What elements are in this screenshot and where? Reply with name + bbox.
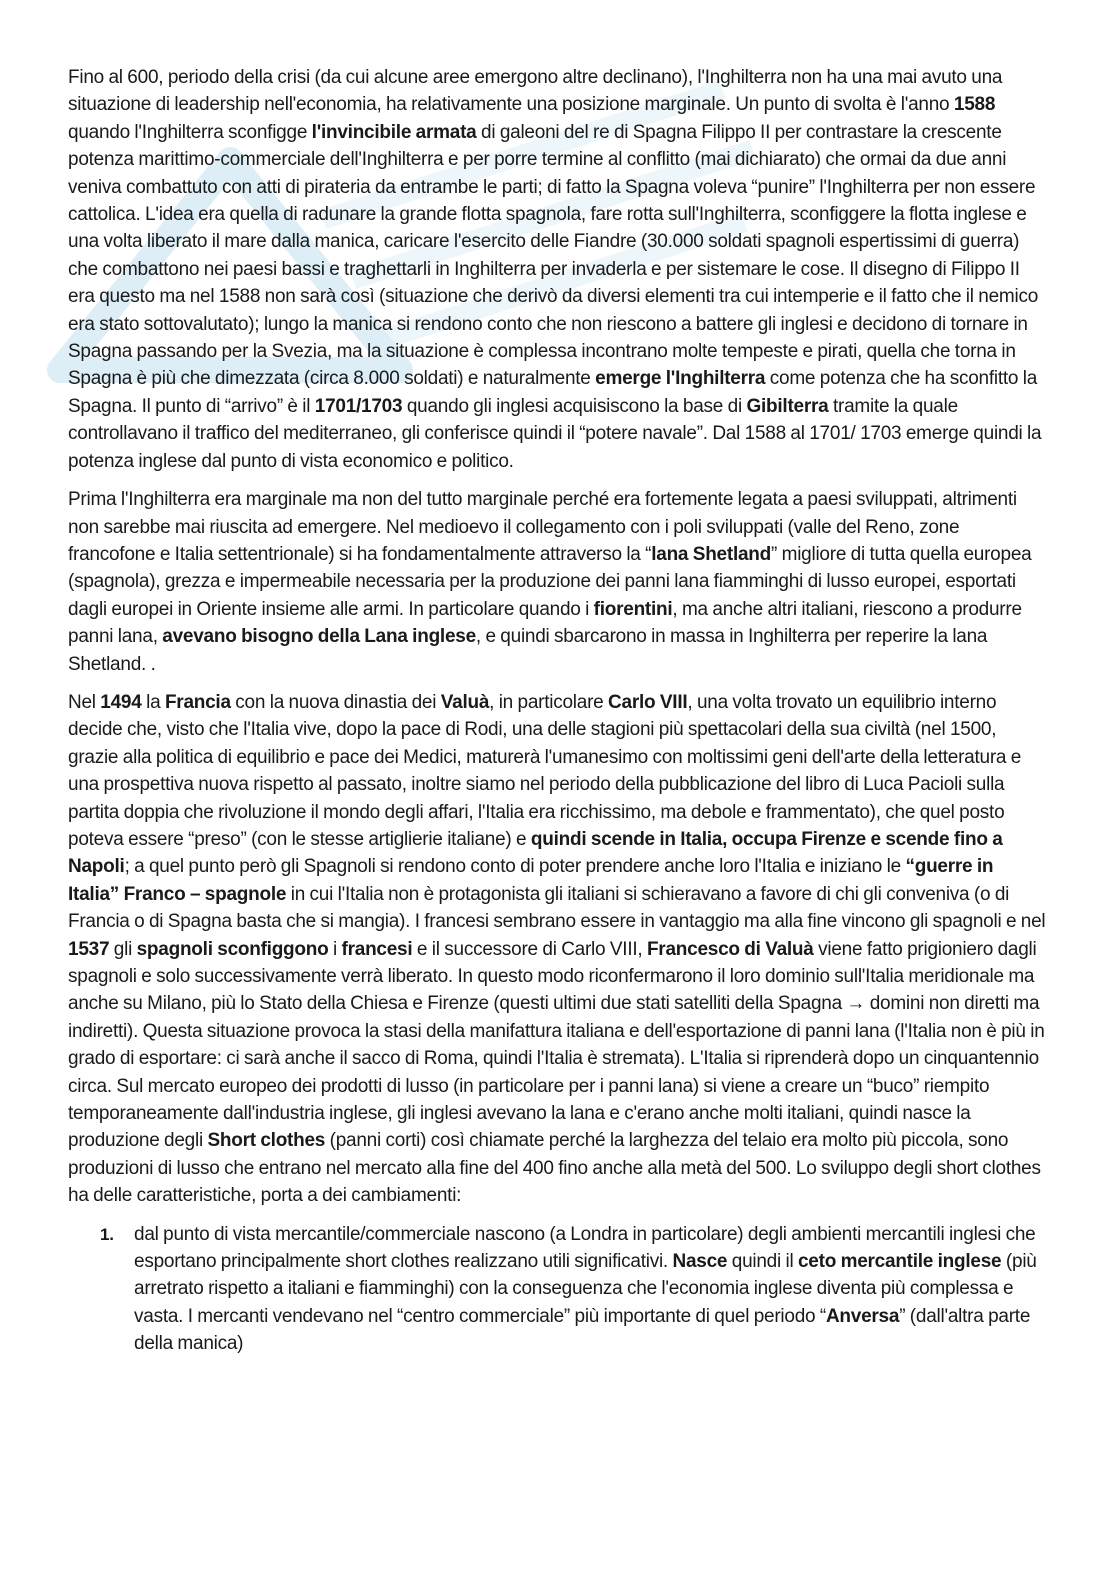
paragraph-italian-wars bbox=[68, 689, 1046, 1210]
text-run: e il successore di Carlo VIII, bbox=[412, 938, 647, 960]
text-run: (panni corti) così chiamate perché la larghezza del telaio era molto più piccola, sono produzioni di lusso che entrano nel mercato alla fine del 400 fino anche alla metà del 500. Lo sviluppo degli short clothes ha delle caratteristiche, porta a dei cambiamenti: bbox=[68, 1130, 1041, 1207]
text-run: (più arretrato rispetto a italiani e fiamminghi) con la conseguenza che l'economia inglese diventa più complessa e vasta. I mercanti vendevano nel “centro commerciale” più importante di quel periodo “ bbox=[134, 1251, 1037, 1327]
document-body bbox=[68, 64, 1046, 1358]
text-run: , ma anche altri italiani, riescono a produrre panni lana, bbox=[68, 598, 1022, 648]
text-run: , e quindi sbarcarono in massa in Inghilterra per reperire la lana Shetland. . bbox=[68, 626, 988, 675]
bold-text: ceto mercantile inglese bbox=[797, 1251, 1002, 1273]
text-run: come potenza che ha sconfitto la Spagna. Il punto di “arrivo” è il bbox=[68, 368, 1038, 417]
text-run: tramite la quale controllavano il traffico del mediterraneo, gli conferisce quindi il “potere navale”. Dal 1588 al 1701/ 1703 emerge quindi la potenza inglese dal punto di vista economico e politico. bbox=[68, 395, 1042, 472]
text-run: dal punto di vista mercantile/commerciale nascono (a Londra in particolare) degli ambienti mercantili inglesi che esportano principalmente short clothes realizzano utili significativi. bbox=[134, 1223, 1036, 1273]
list-item-text bbox=[134, 1224, 1037, 1355]
text-run: con la nuova dinastia dei bbox=[230, 691, 441, 713]
text-run: quindi il bbox=[727, 1251, 798, 1273]
bold-text: spagnoli sconfiggono bbox=[136, 938, 329, 960]
numbered-list bbox=[68, 1221, 1046, 1358]
text-run: Fino al 600, periodo della crisi (da cui alcune aree emergono altre declinano), l'Inghilterra non ha una mai avuto una situazione di leadership nell'economia, ha relativamente una posizione marginale. Un punto di svolta è l'anno bbox=[68, 67, 1003, 116]
bold-text: Short clothes bbox=[207, 1130, 326, 1152]
bold-text: fiorentini bbox=[593, 598, 673, 620]
text-run: di galeoni del re di Spagna Filippo II per contrastare la crescente potenza marittimo-commerciale dell'Inghilterra e per porre termine al conflitto (mai dichiarato) che ormai da due anni veniva combattuto con atti di pirateria da entrambe le parti; di fatto la Spagna voleva “punire” l'Inghilterra per non essere cattolica. L'idea era quella di radunare la grande flotta spagnola, fare rotta sull'Inghilterra, sconfiggere la flotta inglese e una volta liberato il mare dalla manica, caricare l'esercito delle Fiandre (30.000 soldati spagnoli espertissimi di guerra) che combattono nei paesi bassi e traghettarli in Inghilterra per invaderla e per sistemare le cose. Il disegno di Filippo II era questo ma nel 1588 non sarà così (situazione che derivò da diversi elementi tra cui intemperie e il fatto che il nemico era stato sottovalutato); lungo la manica si rendono conto che non riescono a battere gli inglesi e decidono di tornare in Spagna passando per la Svezia, ma la situazione è complessa incontrano molte tempeste e pirati, quella che torna in Spagna è più che dimezzata (circa 8.000 soldati) e naturalmente bbox=[68, 121, 1039, 390]
bold-text: Valuà bbox=[440, 691, 490, 713]
bold-text: Gibilterra bbox=[746, 395, 829, 417]
bold-text: francesi bbox=[341, 938, 413, 960]
bold-text: 1701/1703 bbox=[314, 395, 403, 417]
bold-text: 1537 bbox=[68, 938, 110, 960]
list-item bbox=[68, 1221, 1046, 1358]
bold-text: Nasce bbox=[672, 1251, 728, 1273]
text-run: ; a quel punto però gli Spagnoli si rendono conto di poter prendere anche loro l'Italia e iniziano le bbox=[124, 856, 906, 878]
text-run: ” (dall'altra parte della manica) bbox=[134, 1305, 1031, 1355]
bold-text: Anversa bbox=[825, 1305, 900, 1327]
bold-text: emerge l'Inghilterra bbox=[595, 368, 766, 390]
text-run: in cui l'Italia non è protagonista gli italiani si schieravano a favore di chi gli conveniva (o di Francia o di Spagna basta che si mangia). I francesi sembrano essere in vantaggio ma alla fine vincono gli spagnoli e nel bbox=[68, 883, 1046, 933]
bold-text: 1494 bbox=[100, 691, 142, 713]
text-run: i bbox=[328, 938, 342, 960]
text-run: , una volta trovato un equilibrio interno decide che, visto che l'Italia vive, dopo la pace di Rodi, una delle stagioni più spettacolari della sua civiltà (nel 1500, grazie alla politica di equilibrio e pace dei Medici, maturerà l'umanesimo con moltissimi geni dell'arte della letteratura e una prospettiva nuova rispetto al passato, inoltre siamo nel periodo della pubblicazione del libro di Luca Pacioli sulla partita doppia che rivoluzione il mondo degli affari, l'Italia era ricchissimo, ma debole e frammentato), che quel posto poteva essere “preso” (con le stesse artiglierie italiane) e bbox=[68, 691, 1022, 850]
paragraph-wool-shetland bbox=[68, 486, 1046, 678]
text-run: Prima l'Inghilterra era marginale ma non del tutto marginale perché era fortemente legata a paesi sviluppati, altrimenti non sarebbe mai riuscita ad emergere. Nel medioevo il collegamento con i poli sviluppati (valle del Reno, zone francofone e Italia settentrionale) si ha fondamentalmente attraverso la “ bbox=[68, 489, 1017, 565]
bold-text: Carlo VIII bbox=[608, 691, 688, 713]
text-run: quando gli inglesi acquisiscono la base di bbox=[402, 395, 747, 417]
text-run: Nel bbox=[68, 691, 101, 713]
text-run: viene fatto prigioniero dagli spagnoli e solo successivamente verrà liberato. In questo modo riconfermarono il loro dominio sull'Italia meridionale ma anche su Milano, più lo Stato della Chiesa e Firenze (questi ultimi due stati satelliti della Spagna → domini non diretti ma indiretti). Questa situazione provoca la stasi della manifattura italiana e dell'esportazione di panni lana (l'Italia non è più in grado di esportare: ci sarà anche il sacco di Roma, quindi l'Italia è stremata). L'Italia si riprenderà dopo un cinquantennio circa. Sul mercato europeo dei prodotti di lusso (in particolare per i panni lana) si viene a creare un “buco” riempito temporaneamente dall'industria inglese, gli inglesi avevano la lana e c'erano anche molti italiani, quindi nasce la produzione degli bbox=[68, 938, 1045, 1152]
bold-text: Francia bbox=[164, 691, 231, 713]
bold-text: Francesco di Valuà bbox=[646, 938, 814, 960]
text-run: la bbox=[141, 691, 165, 713]
text-run: ” migliore di tutta quella europea (spagnola), grezza e impermeabile necessaria per la produzione dei panni lana fiamminghi di lusso europei, esportati dagli europei in Oriente insieme alle armi. In particolare quando i bbox=[68, 543, 1032, 620]
text-run: gli bbox=[109, 938, 137, 960]
bold-text: avevano bisogno della Lana inglese bbox=[162, 626, 476, 648]
text-run: quando l'Inghilterra sconfigge bbox=[68, 121, 312, 143]
bold-text: l'invincibile armata bbox=[311, 121, 477, 143]
bold-text: quindi scende in Italia, occupa Firenze e scende fino a Napoli bbox=[68, 828, 1003, 878]
bold-text: lana Shetland bbox=[651, 543, 772, 565]
text-run: , in particolare bbox=[489, 691, 609, 713]
paragraph-england-armada bbox=[68, 64, 1046, 475]
bold-text: “guerre in Italia” Franco – spagnole bbox=[68, 856, 994, 905]
list-item-number: 1. bbox=[100, 1224, 114, 1244]
bold-text: 1588 bbox=[953, 94, 996, 116]
